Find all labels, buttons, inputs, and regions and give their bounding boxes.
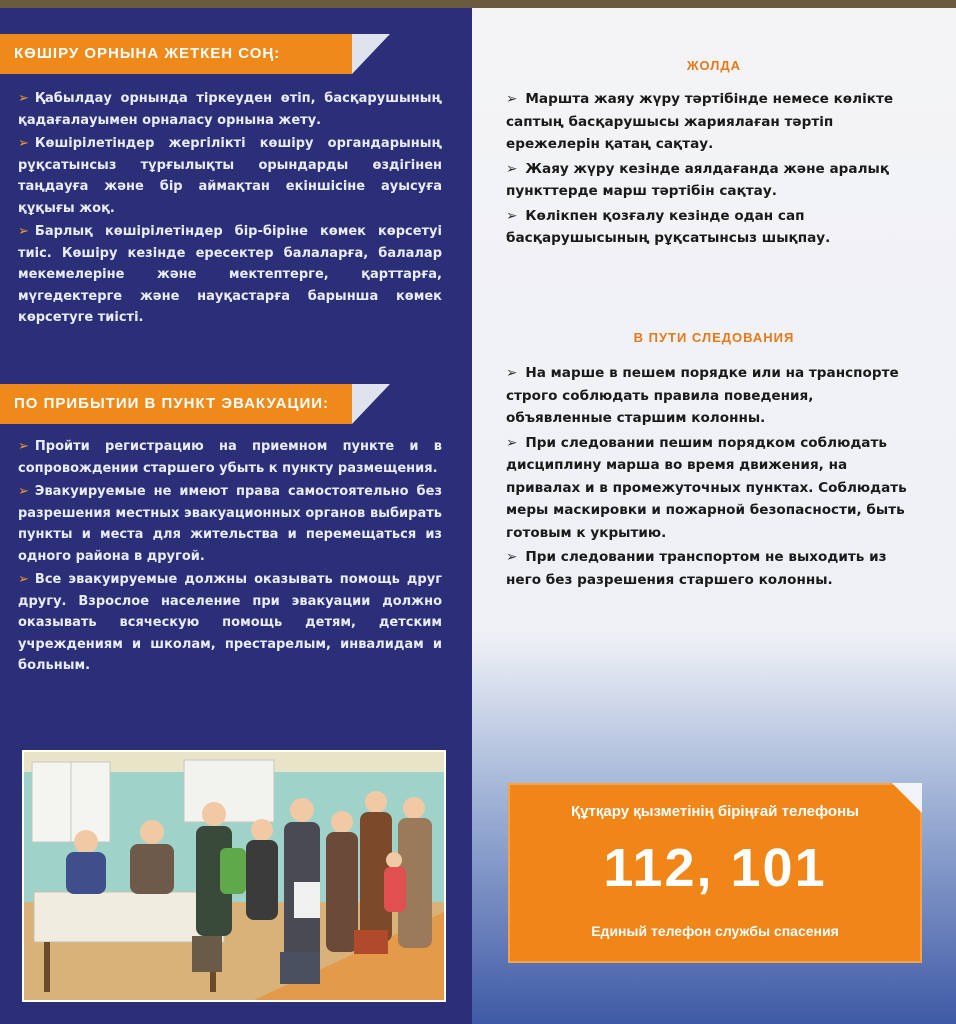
kz-arrival-item: ➢ Барлық көшірілетіндер бір-біріне көмек көрсетуі тиіс. Көшіру кезінде ересектер балаларға, балалар мекемелеріне және мектептерге, қарттарға, мүгедектерге және науқастарға барынша көмек көрсетуге тиісті. [18,224,442,325]
ru-en-route-item: ➢ При следовании пешим порядком соблюдать дисциплину марша во время движения, на привалах и в промежуточных пунктах. Соблюдать меры маскировки и пожарной безопасности, быть готовым к укрытию. [506,434,907,541]
ru-en-route-text [506,362,922,593]
kz-arrival-item: ➢ Көшірілетіндер жергілікті көшіру органдарының рұқсатынсыз тұрғылықты орындарды өздігінен таңдауға және бір аймақтан екіншісіне ауысуға құқығы жоқ. [18,136,442,216]
arrow-icon: ➢ [18,439,29,454]
banner-ru-arrival-label: ПО ПРИБЫТИИ В ПУНКТ ЭВАКУАЦИИ: [14,395,330,412]
evacuation-registration-illustration [22,750,446,1002]
banner-kz-arrival-label: КӨШІРУ ОРНЫНА ЖЕТКЕН СОҢ: [14,45,281,62]
kz-en-route-item: ➢ Жаяу жүру кезінде аялдағанда және аралық пункттерде марш тәртібін сақтау. [506,160,890,199]
arrow-icon: ➢ [506,160,518,177]
heading-kz-en-route: ЖОЛДА [686,58,742,73]
illustration-svg [24,752,444,1000]
arrow-icon: ➢ [506,434,518,451]
left-panel [0,8,472,1024]
heading-ru-en-route: В ПУТИ СЛЕДОВАНИЯ [633,330,795,345]
arrow-icon: ➢ [18,136,29,151]
arrow-icon: ➢ [18,224,29,239]
phone-label-kz: Құтқару қызметінің біріңғай телефоны [571,803,859,820]
kz-arrival-item: ➢ Қабылдау орнында тіркеуден өтіп, басқарушының қадағалауымен орналасу орнына жету. [18,91,442,128]
ru-arrival-text [18,436,442,679]
arrow-icon: ➢ [18,91,29,106]
right-panel [472,8,956,1024]
ru-arrival-item: ➢ Все эвакуируемые должны оказывать помощь друг другу. Взрослое население при эвакуации должно оказывать всяческую помощь детям, детским учреждениям и школам, престарелым, инвалидам и больным. [18,572,442,673]
phone-number: 112, 101 [603,838,827,898]
arrow-icon: ➢ [18,484,29,499]
ru-en-route-item: ➢ При следовании транспортом не выходить из него без разрешения старшего колонны. [506,549,887,588]
arrow-icon: ➢ [506,549,518,565]
arrow-icon: ➢ [506,91,518,107]
kz-en-route-item: ➢ Маршта жаяу жүру тәртібінде немесе көлікте саптың басқарушысы жариялаған тәртіп ережелерін қатаң сақтау. [506,91,894,152]
phone-label-ru: Единый телефон службы спасения [591,923,839,939]
kz-arrival-text [18,88,442,331]
emergency-phone-box [508,783,922,963]
arrow-icon: ➢ [506,365,518,381]
kz-en-route-item: ➢ Көлікпен қозғалу кезінде одан сап басқарушысының рұқсатынсыз шықпау. [506,207,831,246]
ru-en-route-item: ➢ На марше в пешем порядке или на транспорте строго соблюдать правила поведения, объявленные старшим колонны. [506,365,899,426]
ru-arrival-item: ➢ Пройти регистрацию на приемном пункте и в сопровождении старшего убыть к пункту размещения. [18,439,442,476]
banner-ru-arrival [0,384,352,424]
arrow-icon: ➢ [18,572,29,587]
arrow-icon: ➢ [506,207,518,224]
kz-en-route-text [506,88,922,252]
banner-kz-arrival [0,34,352,74]
ru-arrival-item: ➢ Эвакуируемые не имеют права самостоятельно без разрешения местных эвакуационных органов выбирать пункты и места для жительства и перемещаться из одного района в другой. [18,484,442,564]
